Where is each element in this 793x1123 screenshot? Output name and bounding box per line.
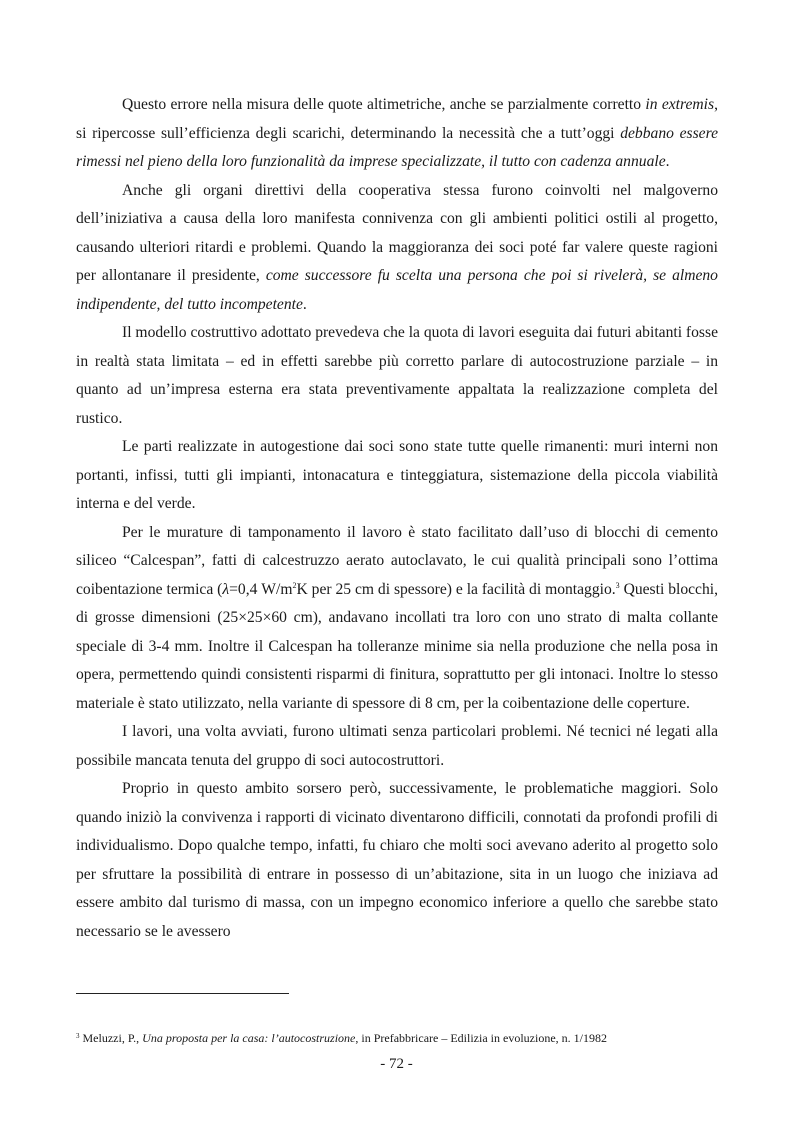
superscript: 2 <box>292 580 297 590</box>
footnote-author: Meluzzi, P., <box>79 1031 143 1045</box>
text-run: , si ripercosse sull’efficienza degli scarichi, determinando la necessità che a tutt’oggi <box>76 96 718 142</box>
paragraph-5 <box>76 519 718 719</box>
text-run: Questo errore nella misura delle quote altimetriche, anche se parzialmente corretto <box>122 96 646 113</box>
lambda-symbol: λ <box>222 580 230 598</box>
paragraph-6: I lavori, una volta avviati, furono ultimati senza particolari problemi. Né tecnici né legati alla possibile mancata tenuta del gruppo di soci autocostruttori. <box>76 723 718 769</box>
page-number: - 72 - <box>380 1056 413 1072</box>
paragraph-3: Il modello costruttivo adottato prevedeva che la quota di lavori eseguita dai futuri abitanti fosse in realtà stata limitata – ed in effetti sarebbe più corretto parlare di autocostruzione parziale – in quanto ad un’impresa esterna era stata preventivamente appaltata la realizzazione completa del rustico. <box>76 324 718 427</box>
italic-run: in extremis <box>645 96 715 113</box>
page-body <box>76 91 718 946</box>
footnote <box>76 1030 736 1046</box>
text-run: Questi blocchi, di grosse dimensioni (25×25×60 cm), andavano incollati tra loro con uno strato di malta collante speciale di 3-4 mm. Inoltre il Calcespan ha tolleranze minime sia nella produzione che nella posa in opera, permettendo quindi consistenti risparmi di finitura, soprattutto per gli intonaci. Inoltre lo stesso materiale è stato utilizzato, nella variante di spessore di 8 cm, per la coibentazione delle coperture. <box>76 580 718 712</box>
italic-run: debbano essere rimessi nel pieno della loro funzionalità da imprese specializzate, il tutto con cadenza annuale <box>76 124 719 170</box>
footnote-source: , in Prefabbricare – Edilizia in evoluzione, n. 1/1982 <box>355 1031 607 1045</box>
text-run: Per le murature di tamponamento il lavoro è stato facilitato dall’uso di blocchi di cemento siliceo “Calcespan”, fatti di calcestruzzo aerato autoclavato, le cui qualità principali sono l’ottima coibentazione termica ( <box>76 523 718 598</box>
footnote-marker: 3 <box>615 580 620 590</box>
footnote-divider <box>76 993 289 994</box>
text-run: . <box>302 295 307 313</box>
text-run: =0,4 W/m <box>229 580 293 598</box>
paragraph-2 <box>76 177 718 320</box>
footnote-title: Una proposta per la casa: l’autocostruzione <box>142 1031 356 1045</box>
paragraph-1 <box>76 91 718 177</box>
text-run: Anche gli organi direttivi della cooperativa stessa furono coinvolti nel malgoverno dell’iniziativa a causa della loro manifesta connivenza con gli ambienti politici ostili al progetto, causando ulteriori ritardi e problemi. Quando la maggioranza dei soci poté far valere queste ragioni per allontanare il presidente, <box>76 181 718 284</box>
text-run: K per 25 cm di spessore) e la facilità di montaggio. <box>296 580 616 598</box>
paragraph-4: Le parti realizzate in autogestione dai soci sono state tutte quelle rimanenti: muri interni non portanti, infissi, tutti gli impianti, intonacatura e tinteggiatura, sistemazione della piccola viabilità interna e del verde. <box>76 438 718 512</box>
paragraph-7: Proprio in questo ambito sorsero però, successivamente, le problematiche maggiori. Solo quando iniziò la convivenza i rapporti di vicinato diventarono difficili, connotati da profondi profili di individualismo. Dopo qualche tempo, infatti, fu chiaro che molti soci avevano aderito al progetto solo per sfruttare la possibilità di entrare in possesso di un’abitazione, sita in un luogo che iniziava ad essere ambito dal turismo di massa, con un impegno economico inferiore a quello che sarebbe stato necessario se le avessero <box>76 780 718 940</box>
footnote-number: 3 <box>76 1032 80 1040</box>
text-run: . <box>665 153 670 170</box>
italic-run: come successore fu scelta una persona che poi si rivelerà, se almeno indipendente, del tutto incompetente <box>76 267 718 313</box>
